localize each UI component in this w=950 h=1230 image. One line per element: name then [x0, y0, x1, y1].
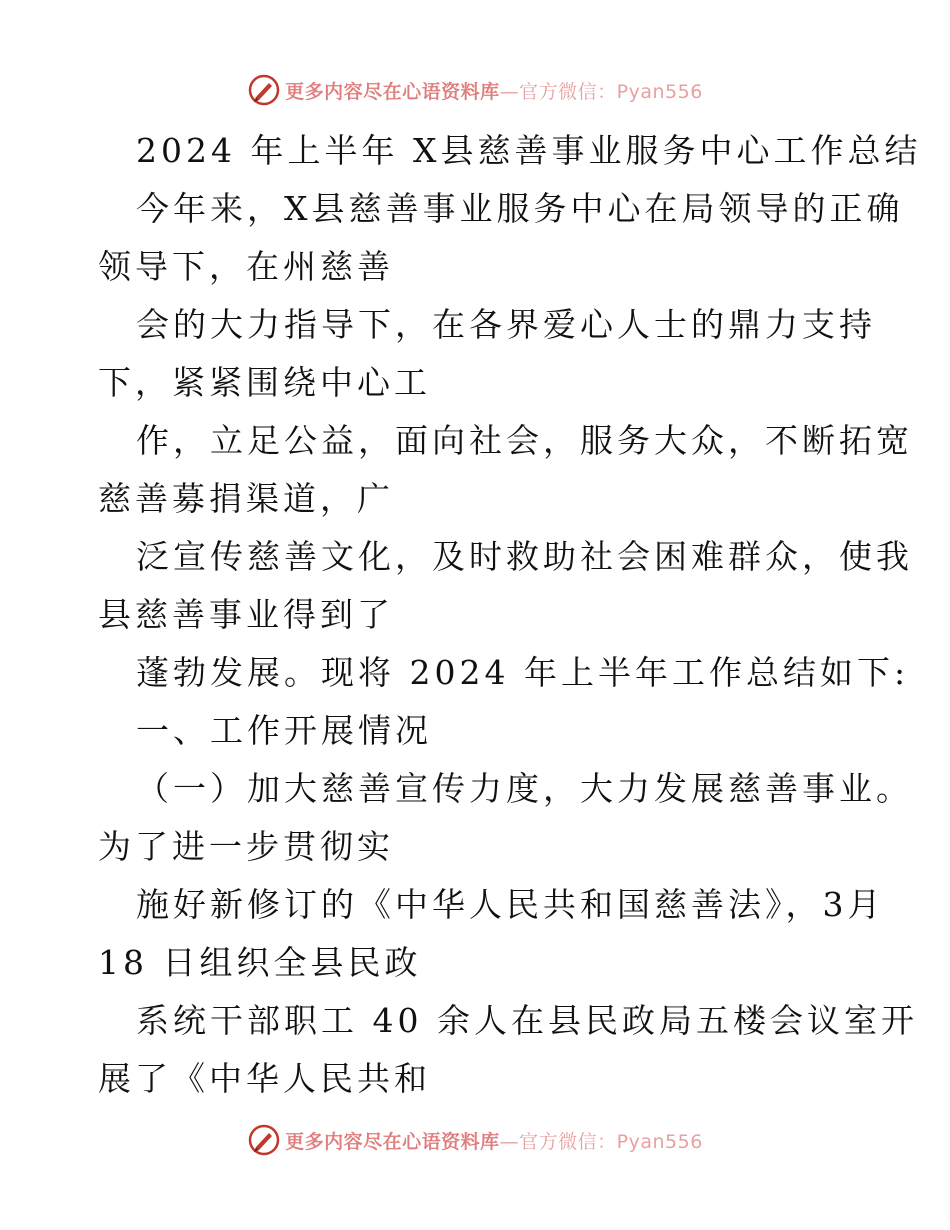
- pen-logo-icon: [247, 1123, 281, 1157]
- header-watermark: [0, 70, 950, 110]
- paragraph-line: 系统干部职工 40 余人在县民政局五楼会议室开: [136, 1001, 918, 1040]
- paragraph-line: 蓬勃发展。现将 2024 年上半年工作总结如下:: [136, 653, 910, 692]
- paragraph-line: 会的大力指导下，在各界爱心人士的鼎力支持: [136, 305, 876, 344]
- watermark-text: [285, 77, 703, 104]
- pen-logo-icon: [247, 73, 281, 107]
- paragraph-line: 下，紧紧围绕中心工: [98, 363, 431, 402]
- watermark-contact: —官方微信：Pyan556: [499, 1130, 703, 1153]
- section-heading: 一、工作开展情况: [136, 711, 432, 750]
- watermark-brand: 更多内容尽在心语资料库: [285, 1130, 500, 1153]
- paragraph-line: 施好新修订的《中华人民共和国慈善法》，3月: [136, 885, 885, 924]
- subsection-heading: （一）加大慈善宣传力度，大力发展慈善事业。: [136, 769, 913, 808]
- watermark-brand: 更多内容尽在心语资料库: [285, 80, 500, 103]
- paragraph-line: 18 日组织全县民政: [98, 943, 422, 982]
- paragraph-line: 展了《中华人民共和: [98, 1059, 431, 1098]
- paragraph-line: 今年来，X县慈善事业服务中心在局领导的正确: [136, 189, 904, 228]
- document-body: [98, 122, 922, 1108]
- footer-watermark: [0, 1120, 950, 1160]
- watermark-contact: —官方微信：Pyan556: [499, 80, 703, 103]
- watermark-text: [285, 1127, 703, 1154]
- paragraph-line: 领导下，在州慈善: [98, 247, 394, 286]
- paragraph-line: 作，立足公益，面向社会，服务大众，不断拓宽: [136, 421, 913, 460]
- paragraph-line: 为了进一步贯彻实: [98, 827, 394, 866]
- paragraph-line: 慈善募捐渠道，广: [98, 479, 394, 518]
- document-title: 2024 年上半年 X县慈善事业服务中心工作总结: [136, 131, 922, 170]
- paragraph-line: 泛宣传慈善文化，及时救助社会困难群众，使我: [136, 537, 913, 576]
- paragraph-line: 县慈善事业得到了: [98, 595, 394, 634]
